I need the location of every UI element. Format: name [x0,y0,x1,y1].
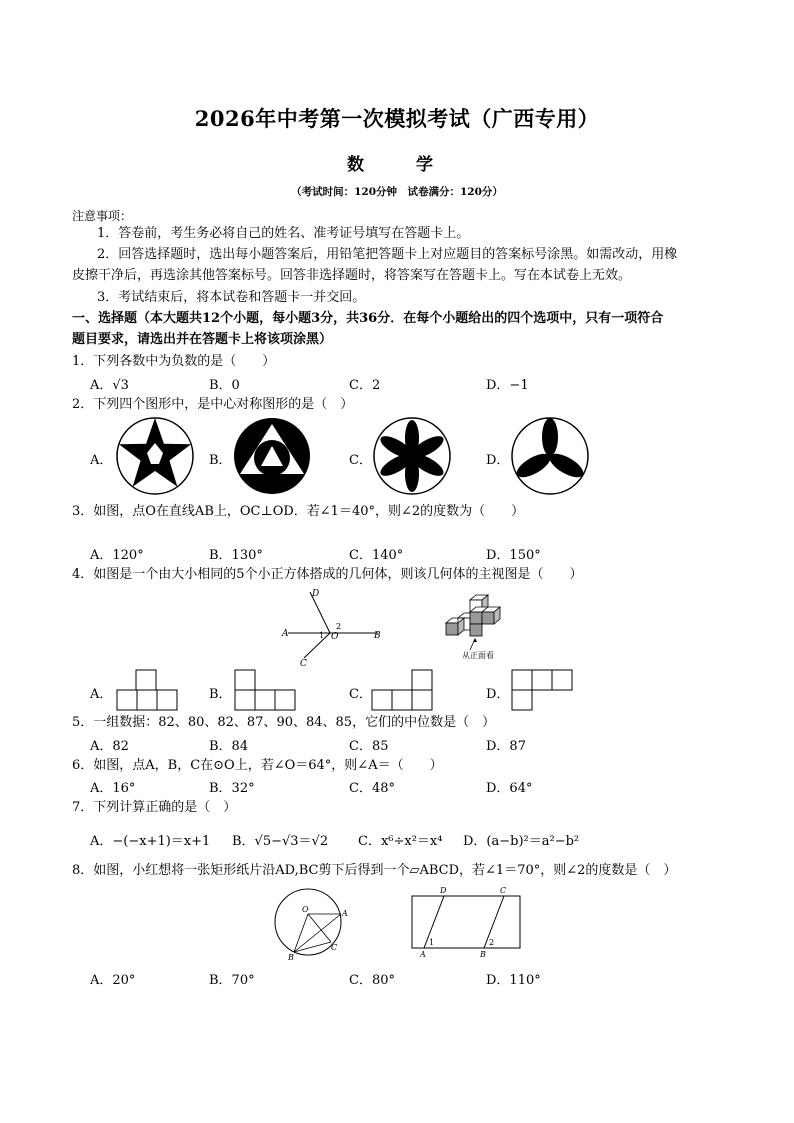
q1-option-b[interactable]: B．0 [209,378,240,393]
notice-heading: 注意事项： [72,209,133,223]
rect-label-a: A [420,950,426,959]
q6-stem: 6．如图，点A，B，C在⊙O上，若∠O＝64°，则∠A＝（ ） [72,758,443,773]
q3-stem: 3．如图，点O在直线AB上，OC⊥OD．若∠1＝40°，则∠2的度数为（ ） [72,504,525,519]
q5-stem: 5．一组数据：82、80、82、87、90、84、85，它们的中位数是（ ） [72,715,496,730]
q2-figure-d-three-petals [510,416,590,496]
section-heading-line2: 题目要求，请选出并在答题卡上将该项涂黑） [72,332,333,347]
q8-stem: 8．如图，小红想将一张矩形纸片沿AD,BC剪下后得到一个▱ABCD，若∠1＝70°，则∠2的度数是（ ） [72,863,677,878]
circle-label-a: A [342,909,348,918]
q8-option-c[interactable]: C．80° [349,973,395,988]
circle-label-o: O [302,905,309,914]
rect-label-b: B [480,950,486,959]
q2-option-c[interactable]: C． [349,453,372,468]
q7-stem: 7．下列计算正确的是（ ） [72,800,237,815]
q6-option-d[interactable]: D．64° [486,781,533,796]
q5-option-d[interactable]: D．87 [486,739,526,754]
angle-label-2: 2 [336,622,342,631]
circle-label-c: C [331,943,338,952]
q6-option-a[interactable]: A．16° [90,781,136,796]
exam-meta: （考试时间：120分钟 试卷满分：120分） [291,186,503,198]
circle-label-b: B [288,953,294,962]
q3-option-b[interactable]: B．130° [209,548,263,563]
notice-item-3: 3．考试结束后，将本试卷和答题卡一并交回。 [97,290,366,305]
rect-label-2: 2 [489,938,495,947]
q4-option-a[interactable]: A． [90,687,113,702]
angle-label-c: C [300,659,307,668]
angle-label-a: A [282,629,289,639]
q2-figure-a-star [115,416,195,496]
rect-label-c: C [500,886,507,895]
circle-figure [268,884,352,962]
q1-option-a[interactable]: A．√3 [90,378,129,393]
angle-figure [278,586,388,668]
q8-option-b[interactable]: B．70° [209,973,255,988]
q2-figure-b-triangles [232,416,312,496]
q7-option-b[interactable]: B．√5−√3＝√2 [232,834,329,849]
cube-figure [440,592,530,662]
q4-option-d[interactable]: D． [486,687,510,702]
q4-option-d-figure [511,669,573,711]
q2-figure-c-flower [372,416,452,496]
exam-title: 2026年中考第一次模拟考试（广西专用） [194,106,600,131]
q4-option-c-figure [371,669,433,711]
section-heading-line1: 一、选择题（本大题共12个小题，每小题3分，共36分．在每个小题给出的四个选项中，只有一项符合 [72,311,664,326]
q5-option-a[interactable]: A．82 [90,739,129,754]
q2-option-a[interactable]: A． [90,453,113,468]
q7-option-d[interactable]: D．(a−b)²＝a²−b² [463,834,580,849]
cube-caption: 从正面看 [462,651,494,660]
angle-label-d: D [312,589,320,599]
q4-option-a-figure [116,669,178,711]
rectangle-figure [408,884,524,960]
notice-item-1: 1．答卷前，考生务必将自己的姓名、准考证号填写在答题卡上。 [97,226,470,241]
q2-option-b[interactable]: B． [209,453,232,468]
q4-option-c[interactable]: C． [349,687,372,702]
q7-option-a[interactable]: A．−(−x+1)＝x+1 [90,834,211,849]
q5-option-c[interactable]: C．85 [349,739,389,754]
q8-option-a[interactable]: A．20° [90,973,136,988]
angle-label-o: O [331,632,339,642]
q1-stem: 1．下列各数中为负数的是（ ） [72,354,276,369]
q5-option-b[interactable]: B．84 [209,739,249,754]
q3-option-d[interactable]: D．150° [486,548,541,563]
q2-stem: 2．下列四个图形中，是中心对称图形的是（ ） [72,397,354,412]
q8-option-d[interactable]: D．110° [486,973,541,988]
angle-label-1: 1 [319,631,325,640]
subject-title: 数 学 [347,155,447,175]
q6-option-c[interactable]: C．48° [349,781,395,796]
notice-item-2: 2．回答选择题时，选出每小题答案后，用铅笔把答题卡上对应题目的答案标号涂黑。如需改动，用橡 [97,247,678,262]
rect-label-1: 1 [429,938,435,947]
q1-option-c[interactable]: C．2 [349,378,381,393]
q4-option-b[interactable]: B． [209,687,232,702]
angle-label-b: B [374,631,381,641]
q6-option-b[interactable]: B．32° [209,781,255,796]
q2-option-d[interactable]: D． [486,453,510,468]
notice-item-2-cont: 皮擦干净后，再选涂其他答案标号。回答非选择题时，将答案写在答题卡上。写在本试卷上无效。 [72,268,632,283]
q4-option-b-figure [234,669,296,711]
q4-stem: 4．如图是一个由大小相同的5个小正方体搭成的几何体，则该几何体的主视图是（ ） [72,567,583,582]
q1-option-d[interactable]: D．−1 [486,378,529,393]
q7-option-c[interactable]: C．x⁶÷x²＝x⁴ [358,834,443,849]
q3-option-c[interactable]: C．140° [349,548,404,563]
q3-option-a[interactable]: A．120° [90,548,144,563]
rect-label-d: D [440,886,447,895]
